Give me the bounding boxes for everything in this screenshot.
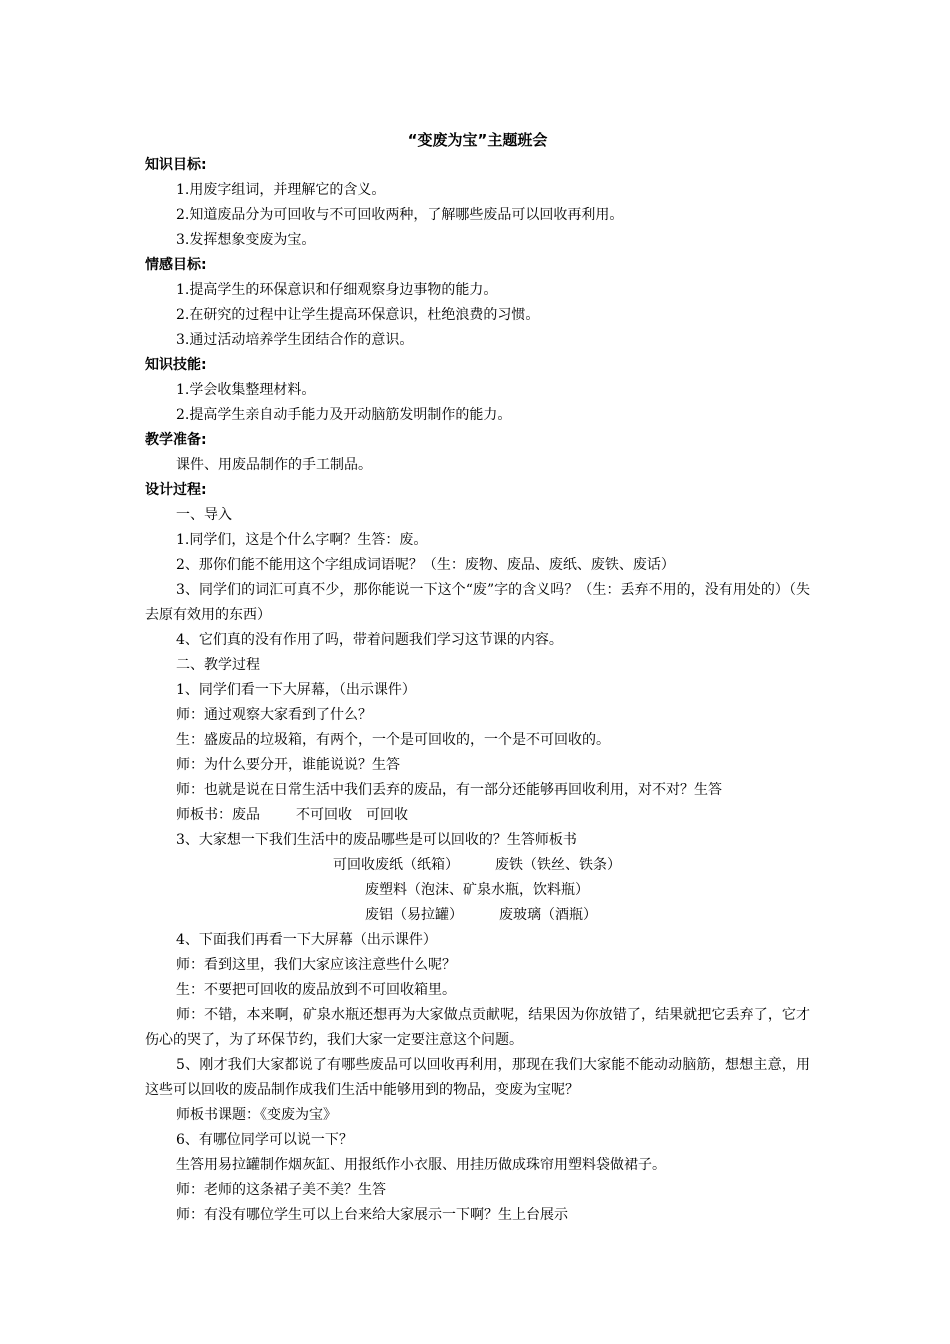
recycle-row <box>145 878 810 903</box>
board-item: 可回收 <box>366 807 408 823</box>
paragraph: 3、大家想一下我们生活中的废品哪些是可以回收的？生答师板书 <box>176 832 577 848</box>
paragraph: 师：不错，本来啊，矿泉水瓶还想再为大家做点贡献呢，结果因为你放错了，结果就把它丢弃了，它才伤心的哭了，为了环保节约，我们大家一定要注意这个问题。 <box>145 1007 810 1048</box>
paragraph: 师板书课题：《变废为宝》 <box>176 1107 337 1123</box>
recycle-item: 可回收废纸（纸箱） <box>333 857 459 873</box>
document-body <box>145 128 810 1228</box>
paragraph: 5、刚才我们大家都说了有哪些废品可以回收再利用，那现在我们大家能不能动动脑筋，想想主意，用这些可以回收的废品制作成我们生活中能够用到的物品，变废为宝呢？ <box>145 1057 810 1098</box>
paragraph: 6、有哪位同学可以说一下？ <box>176 1132 353 1148</box>
board-writing <box>145 803 810 828</box>
list-item: 2.在研究的过程中让学生提高环保意识，杜绝浪费的习惯。 <box>176 307 540 323</box>
list-item: 3.通过活动培养学生团结合作的意识。 <box>176 332 414 348</box>
paragraph: 1、同学们看一下大屏幕，（出示课件） <box>176 682 416 698</box>
list-item: 2.提高学生亲自动手能力及开动脑筋发明制作的能力。 <box>176 407 512 423</box>
paragraph: 师：为什么要分开，谁能说说？生答 <box>176 757 400 773</box>
paragraph: 师：老师的这条裙子美不美？生答 <box>176 1182 386 1198</box>
paragraph: 师：有没有哪位学生可以上台来给大家展示一下啊？生上台展示 <box>176 1207 568 1223</box>
board-item: 不可回收 <box>296 807 352 823</box>
subsection-teaching: 二、教学过程 <box>176 657 260 673</box>
list-item: 1.用废字组词，并理解它的含义。 <box>176 182 386 198</box>
paragraph: 生答用易拉罐制作烟灰缸、用报纸作小衣服、用挂历做成珠帘用塑料袋做裙子。 <box>176 1157 666 1173</box>
subsection-intro: 一、导入 <box>176 507 232 523</box>
heading-emotion-goals: 情感目标: <box>145 257 207 273</box>
document-title: “变废为宝”主题班会 <box>407 131 548 149</box>
heading-skills: 知识技能: <box>145 357 207 373</box>
paragraph: 1.同学们，这是个什么字啊？生答：废。 <box>176 532 428 548</box>
paragraph: 师：通过观察大家看到了什么？ <box>176 707 372 723</box>
preparation-text: 课件、用废品制作的手工制品。 <box>176 457 372 473</box>
paragraph: 生：盛废品的垃圾箱，有两个，一个是可回收的，一个是不可回收的。 <box>176 732 610 748</box>
paragraph: 3、同学们的词汇可真不少，那你能说一下这个“废”字的含义吗？（生：丢弃不用的，没有用处的）（失去原有效用的东西） <box>145 582 810 623</box>
heading-knowledge-goals: 知识目标: <box>145 157 207 173</box>
heading-process: 设计过程: <box>145 482 207 498</box>
heading-preparation: 教学准备: <box>145 432 207 448</box>
recycle-item: 废铁（铁丝、铁条） <box>495 857 621 873</box>
recycle-row <box>145 903 810 928</box>
list-item: 1.提高学生的环保意识和仔细观察身边事物的能力。 <box>176 282 498 298</box>
recycle-item: 废玻璃（酒瓶） <box>499 907 597 923</box>
recycle-row <box>145 853 810 878</box>
paragraph: 师：看到这里，我们大家应该注意些什么呢？ <box>176 957 456 973</box>
paragraph: 生：不要把可回收的废品放到不可回收箱里。 <box>176 982 456 998</box>
paragraph: 4、下面我们再看一下大屏幕（出示课件） <box>176 932 437 948</box>
paragraph: 2、那你们能不能用这个字组成词语呢？（生：废物、废品、废纸、废铁、废话） <box>176 557 675 573</box>
paragraph: 4、它们真的没有作用了吗，带着问题我们学习这节课的内容。 <box>176 632 563 648</box>
list-item: 1.学会收集整理材料。 <box>176 382 316 398</box>
board-label: 师板书：废品 <box>176 807 260 823</box>
list-item: 2.知道废品分为可回收与不可回收两种，了解哪些废品可以回收再利用。 <box>176 207 624 223</box>
paragraph: 师：也就是说在日常生活中我们丢弃的废品，有一部分还能够再回收利用，对不对？生答 <box>176 782 722 798</box>
recycle-item: 废铝（易拉罐） <box>365 907 463 923</box>
list-item: 3.发挥想象变废为宝。 <box>176 232 316 248</box>
recycle-item: 废塑料（泡沫、矿泉水瓶，饮料瓶） <box>365 882 589 898</box>
